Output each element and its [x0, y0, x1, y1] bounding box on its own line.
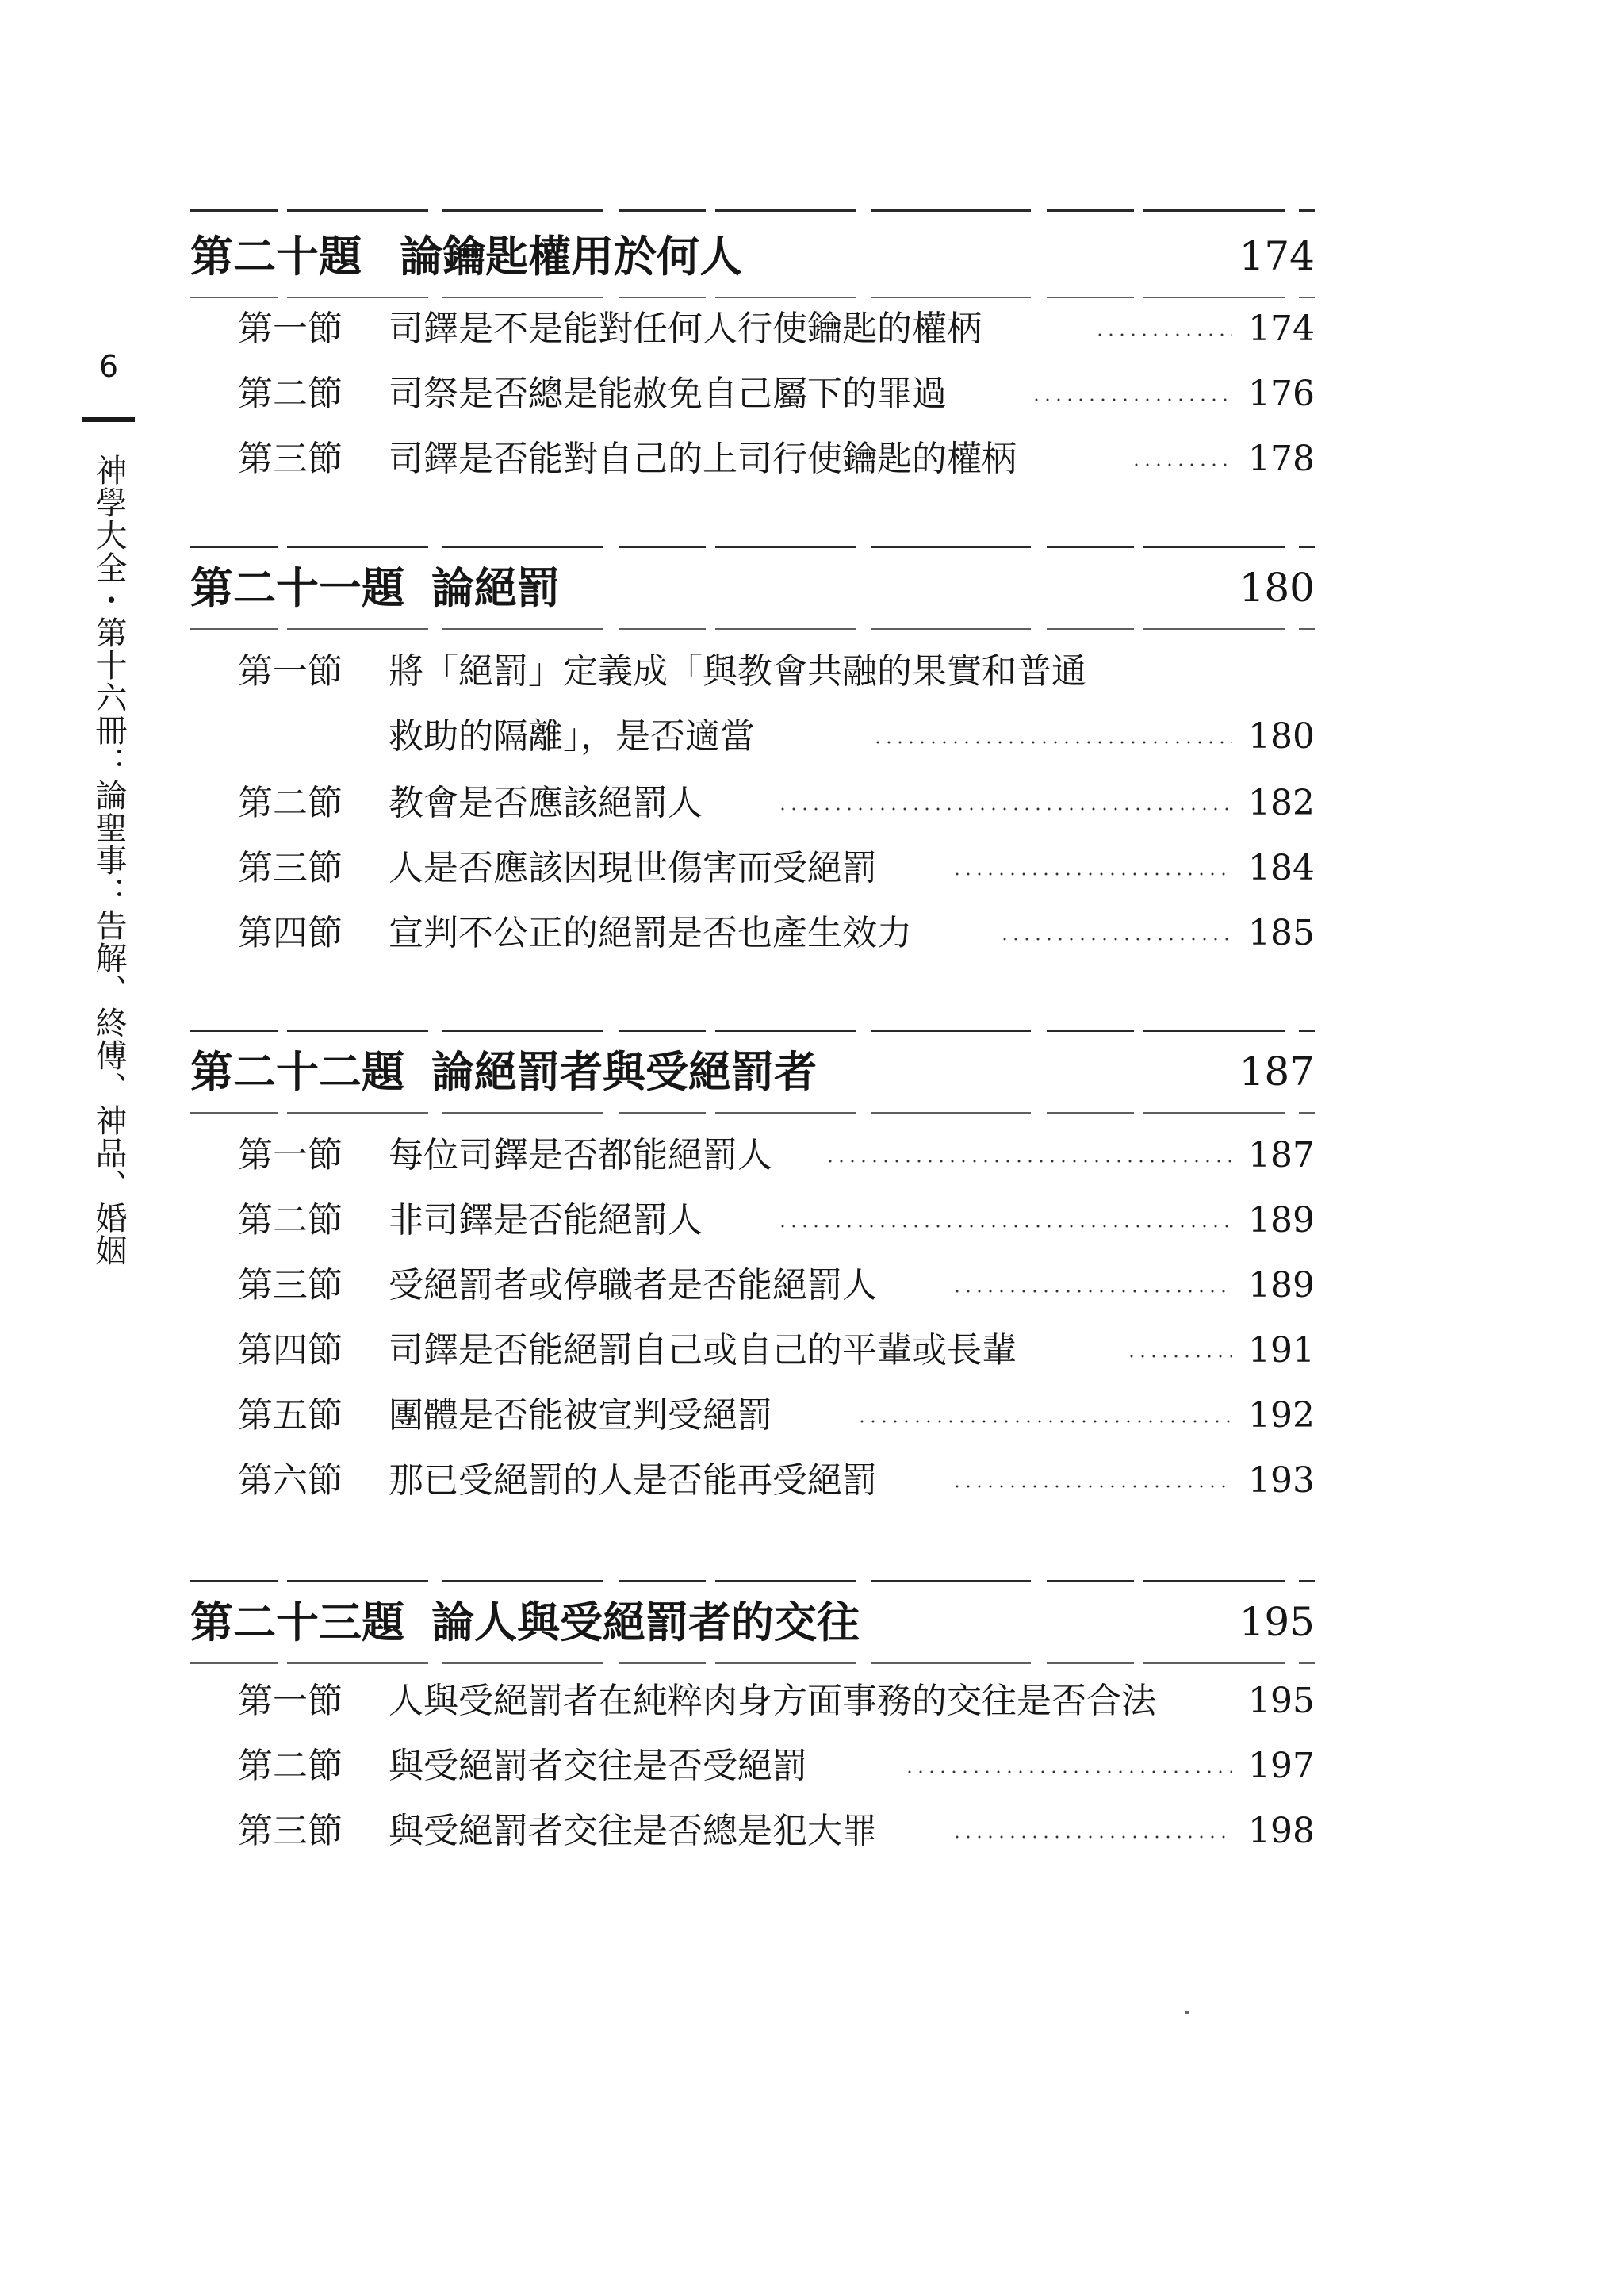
article-label: 第一節 [238, 1681, 343, 1721]
section-top-rule [190, 546, 1315, 548]
article-page: 189 [1248, 1200, 1315, 1240]
article-label: 第三節 [238, 1811, 343, 1851]
toc-entry [238, 845, 1315, 892]
dot-leader [1031, 398, 1232, 401]
dot-leader [872, 741, 1232, 744]
article-label: 第四節 [238, 913, 343, 953]
question-page: 180 [1239, 565, 1315, 611]
article-page: 198 [1248, 1811, 1315, 1851]
toc-entry [238, 911, 1315, 957]
dot-leader [1131, 463, 1232, 466]
toc-entry [238, 1678, 1315, 1724]
article-label: 第一節 [238, 309, 343, 349]
article-page: 187 [1248, 1135, 1315, 1175]
toc-entry [238, 1808, 1315, 1854]
article-label: 第三節 [238, 439, 343, 479]
article-title: 非司鐸是否能絕罰人 [389, 1200, 703, 1240]
dot-leader [952, 1485, 1232, 1488]
dot-leader [952, 1835, 1232, 1839]
question-title: 論絕罰 [431, 562, 560, 613]
toc-entry [238, 436, 1315, 482]
question-page: 174 [1239, 233, 1315, 279]
toc-entry [238, 1393, 1315, 1439]
toc-entry [238, 371, 1315, 417]
dot-leader [1094, 333, 1232, 336]
section-bottom-rule [190, 297, 1315, 298]
article-title: 那已受絕罰的人是否能再受絕罰 [389, 1460, 877, 1501]
article-page: 195 [1248, 1681, 1315, 1721]
dot-leader [777, 807, 1232, 811]
article-page: 193 [1248, 1460, 1315, 1501]
article-label: 第四節 [238, 1330, 343, 1371]
article-label: 第一節 [238, 1135, 343, 1175]
dot-leader [904, 1770, 1232, 1773]
article-label: 第二節 [238, 1200, 343, 1240]
section-heading [190, 228, 1315, 284]
question-label: 第二十三題 [190, 1597, 404, 1647]
article-title: 人是否應該因現世傷害而受絕罰 [389, 848, 877, 888]
question-title: 論絕罰者與受絕罰者 [431, 1046, 817, 1097]
dot-leader [777, 1225, 1232, 1228]
article-title-continued: 救助的隔離」，是否適當 [389, 716, 755, 757]
dot-leader [999, 938, 1232, 941]
article-page: 189 [1248, 1265, 1315, 1306]
article-page: 185 [1248, 913, 1315, 953]
dot-leader [952, 1290, 1232, 1293]
article-title: 每位司鐸是否都能絕罰人 [389, 1135, 772, 1175]
article-page: 174 [1248, 309, 1315, 349]
question-page: 187 [1239, 1049, 1315, 1095]
article-title: 司鐸是否能絕罰自己或自己的平輩或長輩 [389, 1330, 1017, 1371]
article-page: 192 [1248, 1395, 1315, 1436]
section-heading [190, 1044, 1315, 1099]
article-page: 180 [1248, 716, 1315, 757]
toc-entry [238, 1198, 1315, 1244]
article-title: 教會是否應該絕罰人 [389, 783, 703, 823]
question-title: 論人與受絕罰者的交往 [431, 1597, 860, 1647]
dot-leader [825, 1160, 1232, 1163]
section-top-rule [190, 1580, 1315, 1582]
article-page: 184 [1248, 848, 1315, 888]
toc-entry [238, 1458, 1315, 1504]
dot-leader [952, 872, 1232, 876]
print-speck [1185, 2011, 1189, 2014]
article-title: 司鐸是否能對自己的上司行使鑰匙的權柄 [389, 439, 1017, 479]
question-page: 195 [1239, 1599, 1315, 1645]
article-label: 第三節 [238, 848, 343, 888]
article-label: 第二節 [238, 374, 343, 414]
article-page: 197 [1248, 1746, 1315, 1786]
article-label: 第五節 [238, 1395, 343, 1436]
dot-leader [856, 1420, 1232, 1423]
article-page: 176 [1248, 374, 1315, 414]
question-label: 第二十二題 [190, 1046, 404, 1097]
article-label: 第一節 [238, 651, 343, 692]
question-title: 論鑰匙權用於何人 [400, 231, 742, 282]
question-label: 第二十題 [190, 231, 362, 282]
toc-entry [238, 306, 1315, 352]
question-label: 第二十一題 [190, 562, 404, 613]
article-page: 191 [1248, 1330, 1315, 1371]
article-title: 人與受絕罰者在純粹肉身方面事務的交往是否合法 [389, 1681, 1156, 1721]
article-title: 團體是否能被宣判受絕罰 [389, 1395, 772, 1436]
section-heading [190, 560, 1315, 615]
article-page: 178 [1248, 439, 1315, 479]
section-top-rule [190, 1030, 1315, 1032]
section-bottom-rule [190, 1112, 1315, 1114]
section-bottom-rule [190, 628, 1315, 630]
section-heading [190, 1594, 1315, 1650]
article-label: 第二節 [238, 783, 343, 823]
article-title: 宣判不公正的絕罰是否也產生效力 [389, 913, 912, 953]
section-bottom-rule [190, 1662, 1315, 1664]
article-title: 受絕罰者或停職者是否能絕罰人 [389, 1265, 877, 1306]
toc-entry [238, 1263, 1315, 1309]
article-title: 司鐸是不是能對任何人行使鑰匙的權柄 [389, 309, 982, 349]
article-title: 與受絕罰者交往是否總是犯大罪 [389, 1811, 877, 1851]
article-title: 與受絕罰者交往是否受絕罰 [389, 1746, 807, 1786]
page-number: 6 [98, 349, 119, 384]
article-label: 第六節 [238, 1460, 343, 1501]
toc-entry [238, 1743, 1315, 1789]
toc-entry [238, 780, 1315, 826]
article-title: 司祭是否總是能赦免自己屬下的罪過 [389, 374, 947, 414]
article-label: 第二節 [238, 1746, 343, 1786]
running-title: 神學大全・第十六冊：論聖事：告解、終傅、神品、婚姻 [90, 454, 127, 1267]
article-page: 182 [1248, 783, 1315, 823]
article-label: 第三節 [238, 1265, 343, 1306]
article-title: 將「絕罰」定義成「與教會共融的果實和普通 [389, 651, 1086, 692]
toc-entry [238, 1133, 1315, 1179]
toc-entry [238, 649, 1315, 760]
dot-leader [1126, 1355, 1232, 1358]
section-top-rule [190, 209, 1315, 212]
toc-entry [238, 1328, 1315, 1374]
